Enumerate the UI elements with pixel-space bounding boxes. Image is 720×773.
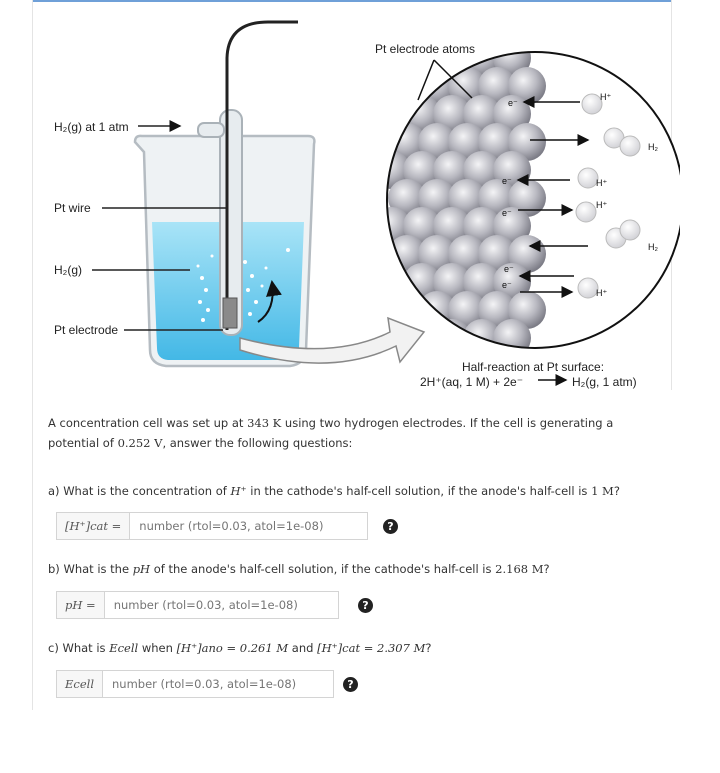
pt-atom	[433, 319, 471, 357]
proton	[582, 94, 602, 114]
half-reaction-title: Half-reaction at Pt surface:	[462, 360, 605, 374]
hydrogen-atom	[620, 220, 640, 240]
proton	[578, 168, 598, 188]
electron-label: e⁻	[502, 176, 512, 186]
pt-atom	[388, 67, 426, 105]
gas-inlet	[198, 123, 224, 137]
hydrogen-label: H₂	[648, 142, 658, 152]
left-border	[32, 0, 33, 710]
proton	[578, 278, 598, 298]
proton-label: H⁺	[596, 178, 608, 188]
label-h2-gas: H₂(g) at 1 atm	[54, 120, 129, 134]
electron-label: e⁻	[508, 98, 518, 108]
proton-label: H⁺	[596, 200, 608, 210]
hydrogen-label: H₂	[648, 242, 658, 252]
hydrogen-atom	[620, 136, 640, 156]
label-h2: H₂(g)	[54, 263, 82, 277]
answer-row-c	[56, 670, 334, 698]
pt-atoms	[373, 39, 546, 357]
potential-value: 0.252 V	[117, 436, 163, 450]
pt-atom	[493, 319, 531, 357]
question-b: b) What is the pH of the anode's half-cell solution, if the cathode's half-cell is 2.168 M?	[48, 562, 550, 576]
half-reaction-right: H₂(g, 1 atm)	[572, 375, 637, 389]
answer-b-label: pH =	[56, 591, 104, 619]
half-reaction-left: 2H⁺(aq, 1 M) + 2e⁻	[420, 375, 524, 389]
electron-label: e⁻	[504, 264, 514, 274]
answer-c-label: Ecell	[56, 670, 102, 698]
hydrogen-electrode-figure	[40, 10, 680, 405]
help-icon-b[interactable]: ?	[358, 598, 373, 613]
help-icon-c[interactable]: ?	[343, 677, 358, 692]
answer-row-a	[56, 512, 368, 540]
answer-a-label: [H⁺]cat =	[56, 512, 129, 540]
question-a: a) What is the concentration of H⁺ in the cathode's half-cell solution, if the anode's half-cell is 1 M?	[48, 484, 620, 498]
temperature-value: 343 K	[247, 416, 282, 430]
answer-a-input[interactable]	[129, 512, 368, 540]
problem-intro: A concentration cell was set up at 343 K using two hydrogen electrodes. If the cell is generating a potential of 0.252 V, answer the following questions:	[48, 416, 614, 450]
electron-label: e⁻	[502, 280, 512, 290]
label-pt-electrode: Pt electrode	[54, 323, 119, 337]
answer-b-input[interactable]	[104, 591, 339, 619]
label-pt-wire: Pt wire	[54, 201, 91, 215]
top-border	[32, 0, 672, 2]
help-icon-a[interactable]: ?	[383, 519, 398, 534]
proton	[576, 202, 596, 222]
proton-label: H⁺	[596, 288, 608, 298]
electron-label: e⁻	[502, 208, 512, 218]
figure-drawing	[40, 10, 680, 405]
answer-row-b	[56, 591, 339, 619]
answer-c-input[interactable]	[102, 670, 334, 698]
proton-label: H⁺	[600, 92, 612, 102]
label-pt-atoms: Pt electrode atoms	[375, 42, 476, 56]
question-c: c) What is Ecell when [H⁺]ano = 0.261 M and [H⁺]cat = 2.307 M?	[48, 641, 432, 655]
pt-atom	[373, 263, 411, 301]
pt-electrode-plate	[223, 298, 237, 328]
